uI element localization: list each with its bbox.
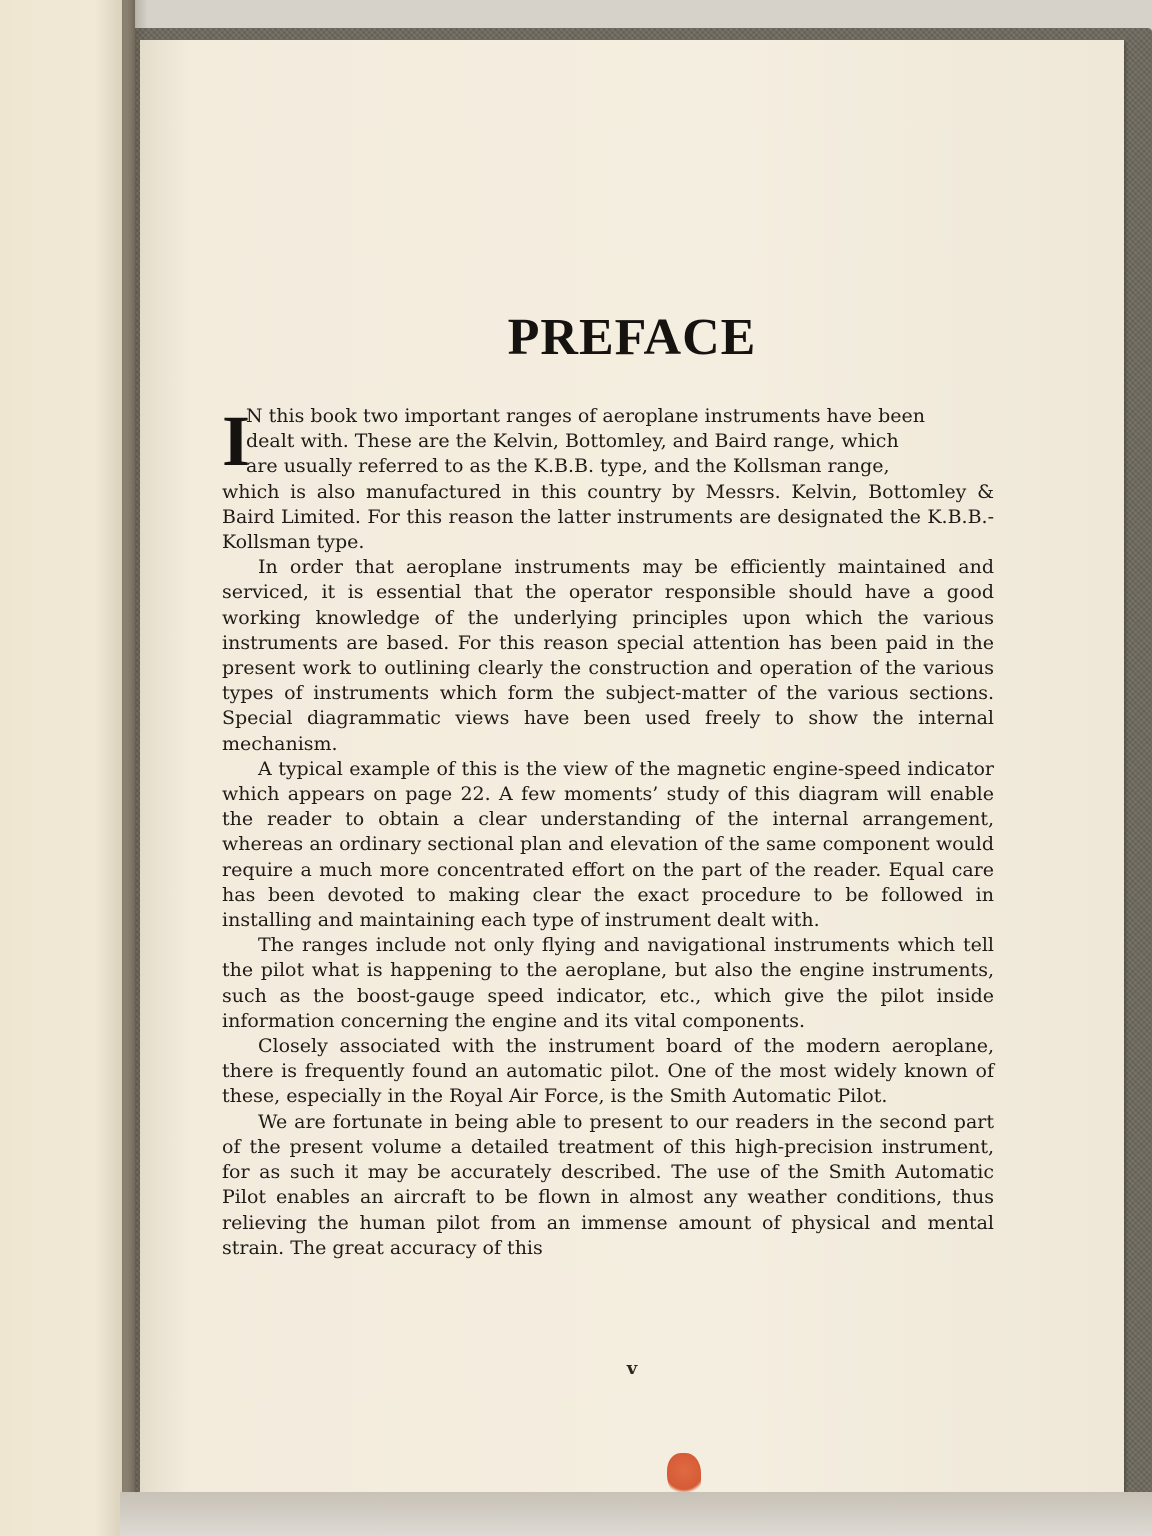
first-line: N this book two important ranges of aeroplane instruments have been [246, 405, 925, 427]
preface-body [222, 401, 994, 1261]
paragraph-3: A typical example of this is the view of the magnetic engine-speed indicator which appears on page 22. A few moments’ study of this diagram will enable the reader to obtain a clear understanding of the internal arrangement, whereas an ordinary sectional plan and elevation of the same component would require a much more concentrated effort on the part of the reader. Equal care has been devoted to making clear the exact procedure to be followed in installing and maintaining each type of instrument dealt with. [222, 757, 994, 932]
left-facing-page [0, 0, 135, 1536]
paragraph-5: Closely associated with the instrument board of the modern aeroplane, there is frequently found an automatic pilot. One of the most widely known of these, especially in the Royal Air Force, is the Smith Automatic Pilot. [222, 1035, 994, 1108]
paragraph-1 [222, 401, 994, 555]
drop-cap-block [222, 401, 994, 481]
paragraph-6: We are fortunate in being able to present to our readers in the second part of the present volume a detailed treatment of this high-precision instrument, for as such it may be accurately described. The use of the Smith Automatic Pilot enables an aircraft to be flown in almost any weather conditions, thus relieving the human pilot from an immense amount of physical and mental strain. The great accuracy of this [222, 1110, 994, 1259]
page-number: v [626, 1358, 638, 1379]
preface-page [140, 40, 1124, 1492]
table-surface [120, 1492, 1152, 1536]
orange-stain [667, 1453, 701, 1497]
paragraph-2: In order that aeroplane instruments may be efficiently maintained and serviced, it is essential that the operator responsible should have a good working knowledge of the underlying principles upon which the various instruments are based. For this reason special attention has been paid in the present work to outlining clearly the construction and operation of the various types of instruments which form the subject-matter of the various sections. Special diagrammatic views have been used freely to show the internal mechanism. [222, 556, 994, 755]
drop-cap: I [222, 401, 251, 481]
indented-line-1: dealt with. These are the Kelvin, Bottomley, and Baird range, which [246, 430, 899, 453]
paragraph-1-rest: which is also manufactured in this country by Messrs. Kelvin, Bottomley & Baird Limited. For this reason the latter instruments are designated the K.B.B.-Kollsman type. [222, 480, 994, 554]
indented-line-2: are usually referred to as the K.B.B. type, and the Kollsman range, [246, 455, 890, 478]
paragraph-4: The ranges include not only flying and navigational instruments which tell the pilot what is happening to the aeroplane, but also the engine instruments, such as the boost-gauge speed indicator, etc., which give the pilot inside information concerning the engine and its vital components. [222, 934, 994, 1032]
page-title: PREFACE [507, 309, 757, 366]
